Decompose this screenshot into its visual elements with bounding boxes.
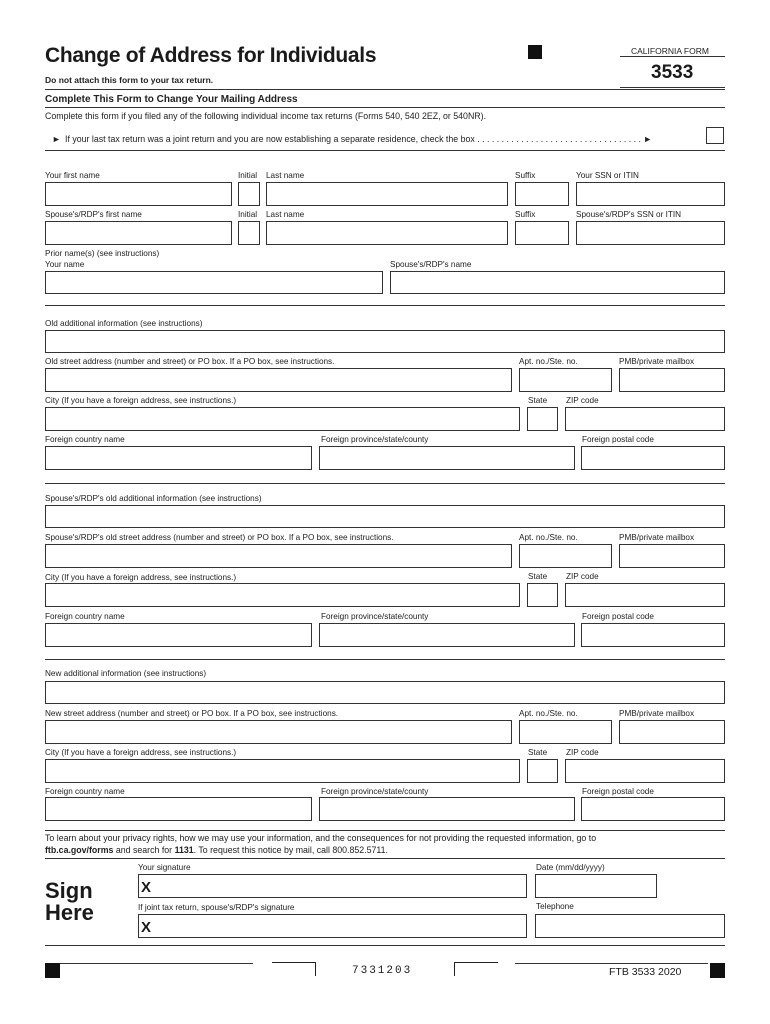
new-postal-label: Foreign postal code — [582, 787, 654, 796]
last-name-label: Last name — [266, 171, 305, 180]
spouse-first-name-field[interactable] — [45, 221, 232, 245]
spouse-name-label: Spouse's/RDP's name — [390, 260, 472, 269]
old-city-label: City (If you have a foreign address, see instructions.) — [45, 396, 237, 405]
signature-x-mark: X — [141, 879, 152, 896]
intro-text: Complete this form if you filed any of the following individual income tax returns (Forms 540, 540 2EZ, or 540NR). — [45, 111, 487, 121]
spouse-old-city-label: City (If you have a foreign address, see instructions.) — [45, 573, 237, 582]
section-heading: Complete This Form to Change Your Mailing Address — [45, 94, 298, 105]
california-form-label: CALIFORNIA FORM — [631, 46, 709, 56]
spouse-old-street-label: Spouse's/RDP's old street address (number and street) or PO box. If a PO box, see instructions. — [45, 533, 394, 542]
spouse-suffix-label: Suffix — [515, 210, 536, 219]
old-zip-field[interactable] — [565, 407, 725, 431]
date-field[interactable] — [535, 874, 657, 898]
joint-signature-label: If joint tax return, spouse's/RDP's signature — [138, 903, 295, 912]
suffix-field[interactable] — [515, 182, 569, 206]
new-postal-field[interactable] — [581, 797, 725, 821]
initial-field[interactable] — [238, 182, 260, 206]
spouse-old-state-label: State — [528, 572, 548, 581]
old-street-field[interactable] — [45, 368, 512, 392]
new-country-label: Foreign country name — [45, 787, 125, 796]
new-pmb-label: PMB/private mailbox — [619, 709, 695, 718]
spouse-old-pmb-label: PMB/private mailbox — [619, 533, 695, 542]
spouse-old-country-label: Foreign country name — [45, 612, 125, 621]
your-signature-label: Your signature — [138, 863, 191, 872]
first-name-label: Your first name — [45, 171, 100, 180]
scan-bracket-right — [454, 962, 498, 976]
old-city-field[interactable] — [45, 407, 520, 431]
registration-mark — [528, 45, 542, 59]
old-state-field[interactable] — [527, 407, 558, 431]
new-additional-label: New additional information (see instructions) — [45, 669, 207, 678]
spouse-old-country-field[interactable] — [45, 623, 312, 647]
scan-bracket-left — [272, 962, 316, 976]
spouse-last-name-field[interactable] — [266, 221, 508, 245]
spouse-old-postal-field[interactable] — [581, 623, 725, 647]
new-state-label: State — [528, 748, 548, 757]
date-label: Date (mm/dd/yyyy) — [536, 863, 605, 872]
joint-signature-field[interactable] — [138, 914, 527, 938]
new-apt-field[interactable] — [519, 720, 612, 744]
new-additional-field[interactable] — [45, 681, 725, 704]
prior-spouse-name-field[interactable] — [390, 271, 725, 294]
form-id-footer: FTB 3533 2020 — [609, 966, 682, 978]
prior-your-name-field[interactable] — [45, 271, 383, 294]
new-state-field[interactable] — [527, 759, 558, 783]
suffix-label: Suffix — [515, 171, 536, 180]
spouse-initial-field[interactable] — [238, 221, 260, 245]
telephone-label: Telephone — [536, 902, 574, 911]
telephone-field[interactable] — [535, 914, 725, 938]
spouse-old-province-label: Foreign province/state/county — [321, 612, 429, 621]
old-pmb-label: PMB/private mailbox — [619, 357, 695, 366]
old-postal-label: Foreign postal code — [582, 435, 654, 444]
new-city-field[interactable] — [45, 759, 520, 783]
old-zip-label: ZIP code — [566, 396, 599, 405]
spouse-first-name-label: Spouse's/RDP's first name — [45, 210, 142, 219]
spouse-ssn-field[interactable] — [576, 221, 725, 245]
new-province-field[interactable] — [319, 797, 575, 821]
here-label: Here — [45, 900, 94, 925]
old-country-field[interactable] — [45, 446, 312, 470]
spouse-old-postal-label: Foreign postal code — [582, 612, 654, 621]
spouse-old-city-field[interactable] — [45, 583, 520, 607]
corner-mark-right — [710, 963, 725, 978]
ftb-forms-link[interactable]: ftb.ca.gov/forms — [45, 845, 114, 855]
new-province-label: Foreign province/state/county — [321, 787, 429, 796]
old-province-field[interactable] — [319, 446, 575, 470]
new-street-label: New street address (number and street) or PO box. If a PO box, see instructions. — [45, 709, 339, 718]
privacy-text-line1: To learn about your privacy rights, how we may use your information, and the consequences for not providing the requested information, go to — [45, 833, 597, 843]
new-zip-label: ZIP code — [566, 748, 599, 757]
corner-mark-left — [45, 963, 60, 978]
spouse-old-additional-field[interactable] — [45, 505, 725, 528]
spouse-old-zip-field[interactable] — [565, 583, 725, 607]
form-title: Change of Address for Individuals — [45, 44, 377, 67]
new-city-label: City (If you have a foreign address, see instructions.) — [45, 748, 237, 757]
old-country-label: Foreign country name — [45, 435, 125, 444]
new-pmb-field[interactable] — [619, 720, 725, 744]
spouse-suffix-field[interactable] — [515, 221, 569, 245]
initial-label: Initial — [238, 171, 258, 180]
new-country-field[interactable] — [45, 797, 312, 821]
old-postal-field[interactable] — [581, 446, 725, 470]
prior-names-label: Prior name(s) (see instructions) — [45, 249, 160, 258]
spouse-old-apt-label: Apt. no./Ste. no. — [519, 533, 578, 542]
spouse-old-state-field[interactable] — [527, 583, 558, 607]
new-zip-field[interactable] — [565, 759, 725, 783]
barcode-number: 7331203 — [352, 965, 413, 977]
joint-return-checkbox[interactable] — [706, 127, 724, 144]
spouse-old-pmb-field[interactable] — [619, 544, 725, 568]
last-name-field[interactable] — [266, 182, 508, 206]
joint-signature-x-mark: X — [141, 919, 152, 936]
old-additional-label: Old additional information (see instructions) — [45, 319, 203, 328]
new-apt-label: Apt. no./Ste. no. — [519, 709, 578, 718]
spouse-old-zip-label: ZIP code — [566, 572, 599, 581]
sign-label: Sign — [45, 878, 93, 903]
form-subtitle: Do not attach this form to your tax return. — [45, 75, 214, 85]
old-pmb-field[interactable] — [619, 368, 725, 392]
old-province-label: Foreign province/state/county — [321, 435, 429, 444]
arrow-icon: ► — [52, 134, 61, 144]
spouse-old-apt-field[interactable] — [519, 544, 612, 568]
form-number: 3533 — [651, 62, 694, 83]
spouse-initial-label: Initial — [238, 210, 258, 219]
old-street-label: Old street address (number and street) or PO box. If a PO box, see instructions. — [45, 357, 335, 366]
spouse-last-name-label: Last name — [266, 210, 305, 219]
joint-return-text: If your last tax return was a joint return and you are now establishing a separate residence, check the box . . . . . . . . . . . . . . . . . . . . . . . . . . . . . . . . . . ► — [65, 134, 653, 144]
spouse-old-province-field[interactable] — [319, 623, 575, 647]
first-name-field[interactable] — [45, 182, 232, 206]
old-state-label: State — [528, 396, 548, 405]
ssn-field[interactable] — [576, 182, 725, 206]
spouse-ssn-label: Spouse's/RDP's SSN or ITIN — [576, 210, 682, 219]
privacy-text-line2: ftb.ca.gov/forms and search for 1131. To request this notice by mail, call 800.852.5711. — [45, 845, 388, 855]
old-additional-field[interactable] — [45, 330, 725, 353]
spouse-old-additional-label: Spouse's/RDP's old additional information (see instructions) — [45, 494, 262, 503]
old-apt-field[interactable] — [519, 368, 612, 392]
old-apt-label: Apt. no./Ste. no. — [519, 357, 578, 366]
spouse-old-street-field[interactable] — [45, 544, 512, 568]
your-signature-field[interactable] — [138, 874, 527, 898]
new-street-field[interactable] — [45, 720, 512, 744]
ssn-label: Your SSN or ITIN — [576, 171, 639, 180]
your-name-label: Your name — [45, 260, 85, 269]
